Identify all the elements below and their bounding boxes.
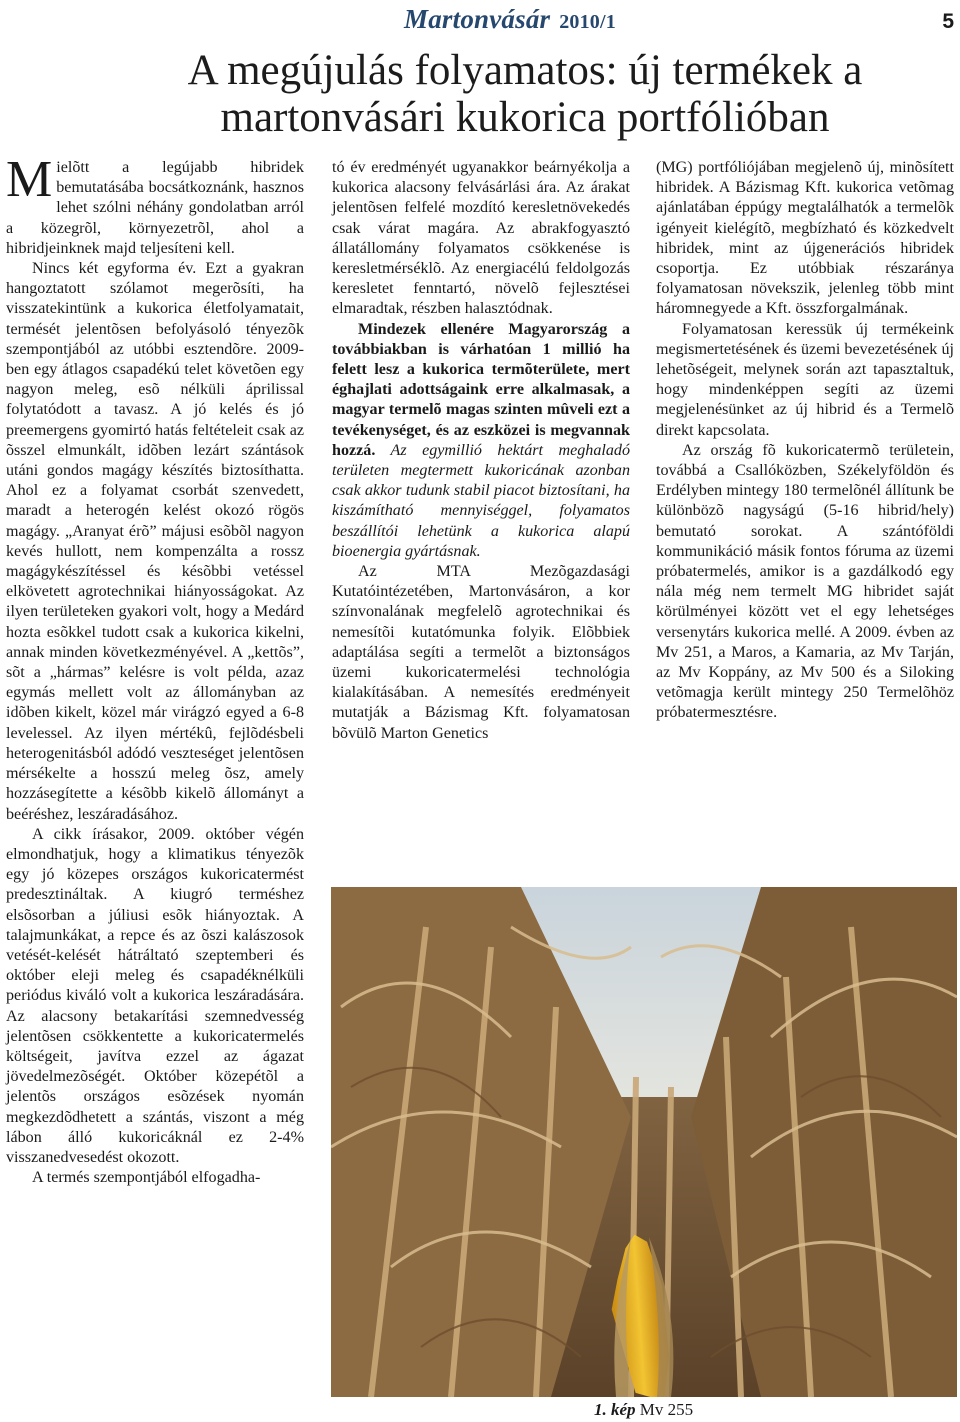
paragraph: A cikk írásakor, 2009. október végén elmondhatjuk, hogy a klimatikus tényezõk egy jó közepes országos kukoricatermést predesztináltak. A kiugró terméshez elsõsorban a júliusi esõk hiányoztak. A talajmunkákat, a repce és az õszi kalászosok vetését-kelését hátráltató szeptemberi és október eleji meleg és csapadéknélküli periódus kiváló volt a kukorica leszáradására. Az alacsony betakarítási szemnedvesség jelentõsen csökkentette a kukoricatermelés költségeit, javítva ezzel az ágazat jövedelmezõségét. Október közepétõl a jelentõs országos esõzések nyomán megkezdõdhetett a szántás, viszont a még lábon álló kukoricáknál ez 2-4% visszanedvesedést okozott. [6, 825, 304, 1166]
paragraph-emphasis [332, 320, 630, 562]
caption-number: 1. kép [594, 1400, 636, 1419]
paragraph: Mielõtt a legújabb hibridek bemutatásába bocsátkoznánk, hasznos lehet szólni néhány gondolatban arról a közegrõl, környezetrõl, ahol a hibridjeinknek majd teljesíteni kell. [6, 151, 304, 257]
page-number: 5 [942, 10, 954, 33]
masthead [0, 4, 960, 34]
drop-cap: M [6, 151, 53, 208]
paragraph: A termés szempontjából elfogadha- [32, 1169, 261, 1187]
text-column-2 [332, 158, 630, 744]
text-column-3 [656, 158, 954, 724]
issue-label: 2010/1 [559, 11, 616, 33]
italic-text: Az egymillió hektárt meghaladó területen megtermett kukoricának azonban csak akkor tudunk stabil piacot biztosítani, ha kiszámítható mennyiséggel, folyamatos beszállítói lehetünk a kukorica alapú bioenergia gyártásnak. [332, 441, 630, 560]
caption-text: Mv 255 [635, 1400, 694, 1419]
figure-caption [594, 1400, 693, 1420]
paragraph: (MG) portfóliójában megjelenõ új, minõsített hibridek. A Bázismag Kft. kukorica vetõmag ajánlatában éppúgy megtalálhatók a termelõk igényeit kielégítõ, megbízható és közkedvelt hibridek, mint az újgenerációs hibridek csoportja. Ez utóbbiak részaránya folyamatosan növekszik, jelenleg több mint háromnegyede a Kft. összforgalmának. [656, 159, 954, 318]
magazine-logo: Martonvásár 2010/1 [404, 4, 616, 34]
article-title: A megújulás folyamatos: új termékek a martonvásári kukorica portfólióban [187, 47, 863, 141]
bold-text: Mindezek ellenére Magyarország a továbbiakban is várhatóan 1 millió ha felett lesz a kukorica termõterülete, mert éghajlati adottságaink erre alkalmasak, a magyar termelõ magas szinten mûveli ezt a tevékenységet, és az eszközei is megvannak hozzá. [332, 320, 630, 459]
text-column-1 [6, 151, 304, 1188]
paragraph: Az ország fõ kukoricatermõ területein, továbbá a Csallóközben, Székelyföldön és Erdélyben mintegy 180 termelõnél állítunk be különbözõ nagyságú (5-16 hibrid/hely) bemutató sorokat. A szántóföldi kommunikáció másik fontos fóruma az üzemi próbatermelés, amikor is a gazdálkodó egy nála még nem termelt MG hibridet saját körülményei között vet el egy lehetséges versenytárs kukorica mellé. A 2009. évben az Mv 251, a Maros, a Kamaria, az Mv Tarján, az Mv Koppány, az Mv 500 és a Siloking vetõmagja került mintegy 250 Termelõhöz próbatermesztésre. [656, 441, 954, 722]
paragraph: Az MTA Mezõgazdasági Kutatóintézetében, Martonvásáron, a kor színvonalának megfelelõ agrotechnikai és nemesítõi kutatómunka folyik. Elõbbiek adaptálása segíti a termelõt a biztonságos üzemi kukoricatermelési technológia kialakításában. A nemesítés eredményeit mutatják a Bázismag Kft. folyamatosan bõvülõ Marton Genetics [332, 563, 630, 742]
corn-field-photo [331, 887, 957, 1397]
paragraph: Folyamatosan keressük új termékeink megismertetésének és üzemi bevezetésének új lehetõségeit, melynek során azt tapasztaltuk, hogy mindenképpen segíti az üzemi megjelenésünket az új hibrid és a Termelõ direkt kapcsolata. [656, 320, 954, 439]
paragraph: Nincs két egyforma év. Ezt a gyakran hangoztatott szólamot megerõsíti, ha visszatekintünk a kukorica életfolyamatait, termését jelentõsen befolyásoló tényezõk szempontjából az utóbbi esztendõre. 2009-ben egy átlagos csapadékú telet követõen egy nagyon meleg, esõ nélküli áprilissal folytatódott a tavasz. A jó kelés és jó preemergens gyomirtó hatás feltételeit csak az õsszel elmunkált, idõben lezárt szántások utáni gondos magágy készítés biztosíthatta. Ahol ez a folyamat csorbát szenvedett, maradt a heterogén kelést okozó rögös magágy. „Aranyat érõ” májusi esõbõl nagyon kevés hullott, nem kompenzálta a rossz magágykészítéssel és késõbbi vetéssel elkövetett agrotechnikai hiányosságokat. Az ilyen területeken gyakori volt, hogy a Medárd hozta esõkkel tudott csak a kukorica kikelni, annak minden következményével. A „kettõs”, sõt a „hármas” kelésre is volt példa, azaz egymás mellett volt az állományban az idõben kikelt, közel már virágzó egyed a 6-8 levelessel. Az ilyen mértékû, fejlõdésbeli heterogenitásból adódó veszteséget jelentõsen mérsékelte a hosszú meleg õsz, amely hozzásegítette a késõbb kikelõ állományt a beéréshez, leszáradásához. [6, 260, 304, 823]
paragraph: tó év eredményét ugyanakkor beárnyékolja a kukorica alacsony felvásárlási ára. Az árakat jelentõsen felfelé mozdító keresletnövekedés csak várat magára. Az abrakfogyasztó állatállomány folyamatos csökkenése is keresletmérséklõ. Az energiacélú feldolgozás keresletet fenntartó, növelõ fejlesztései elmaradtak, részben halasztódnak. [332, 159, 630, 318]
